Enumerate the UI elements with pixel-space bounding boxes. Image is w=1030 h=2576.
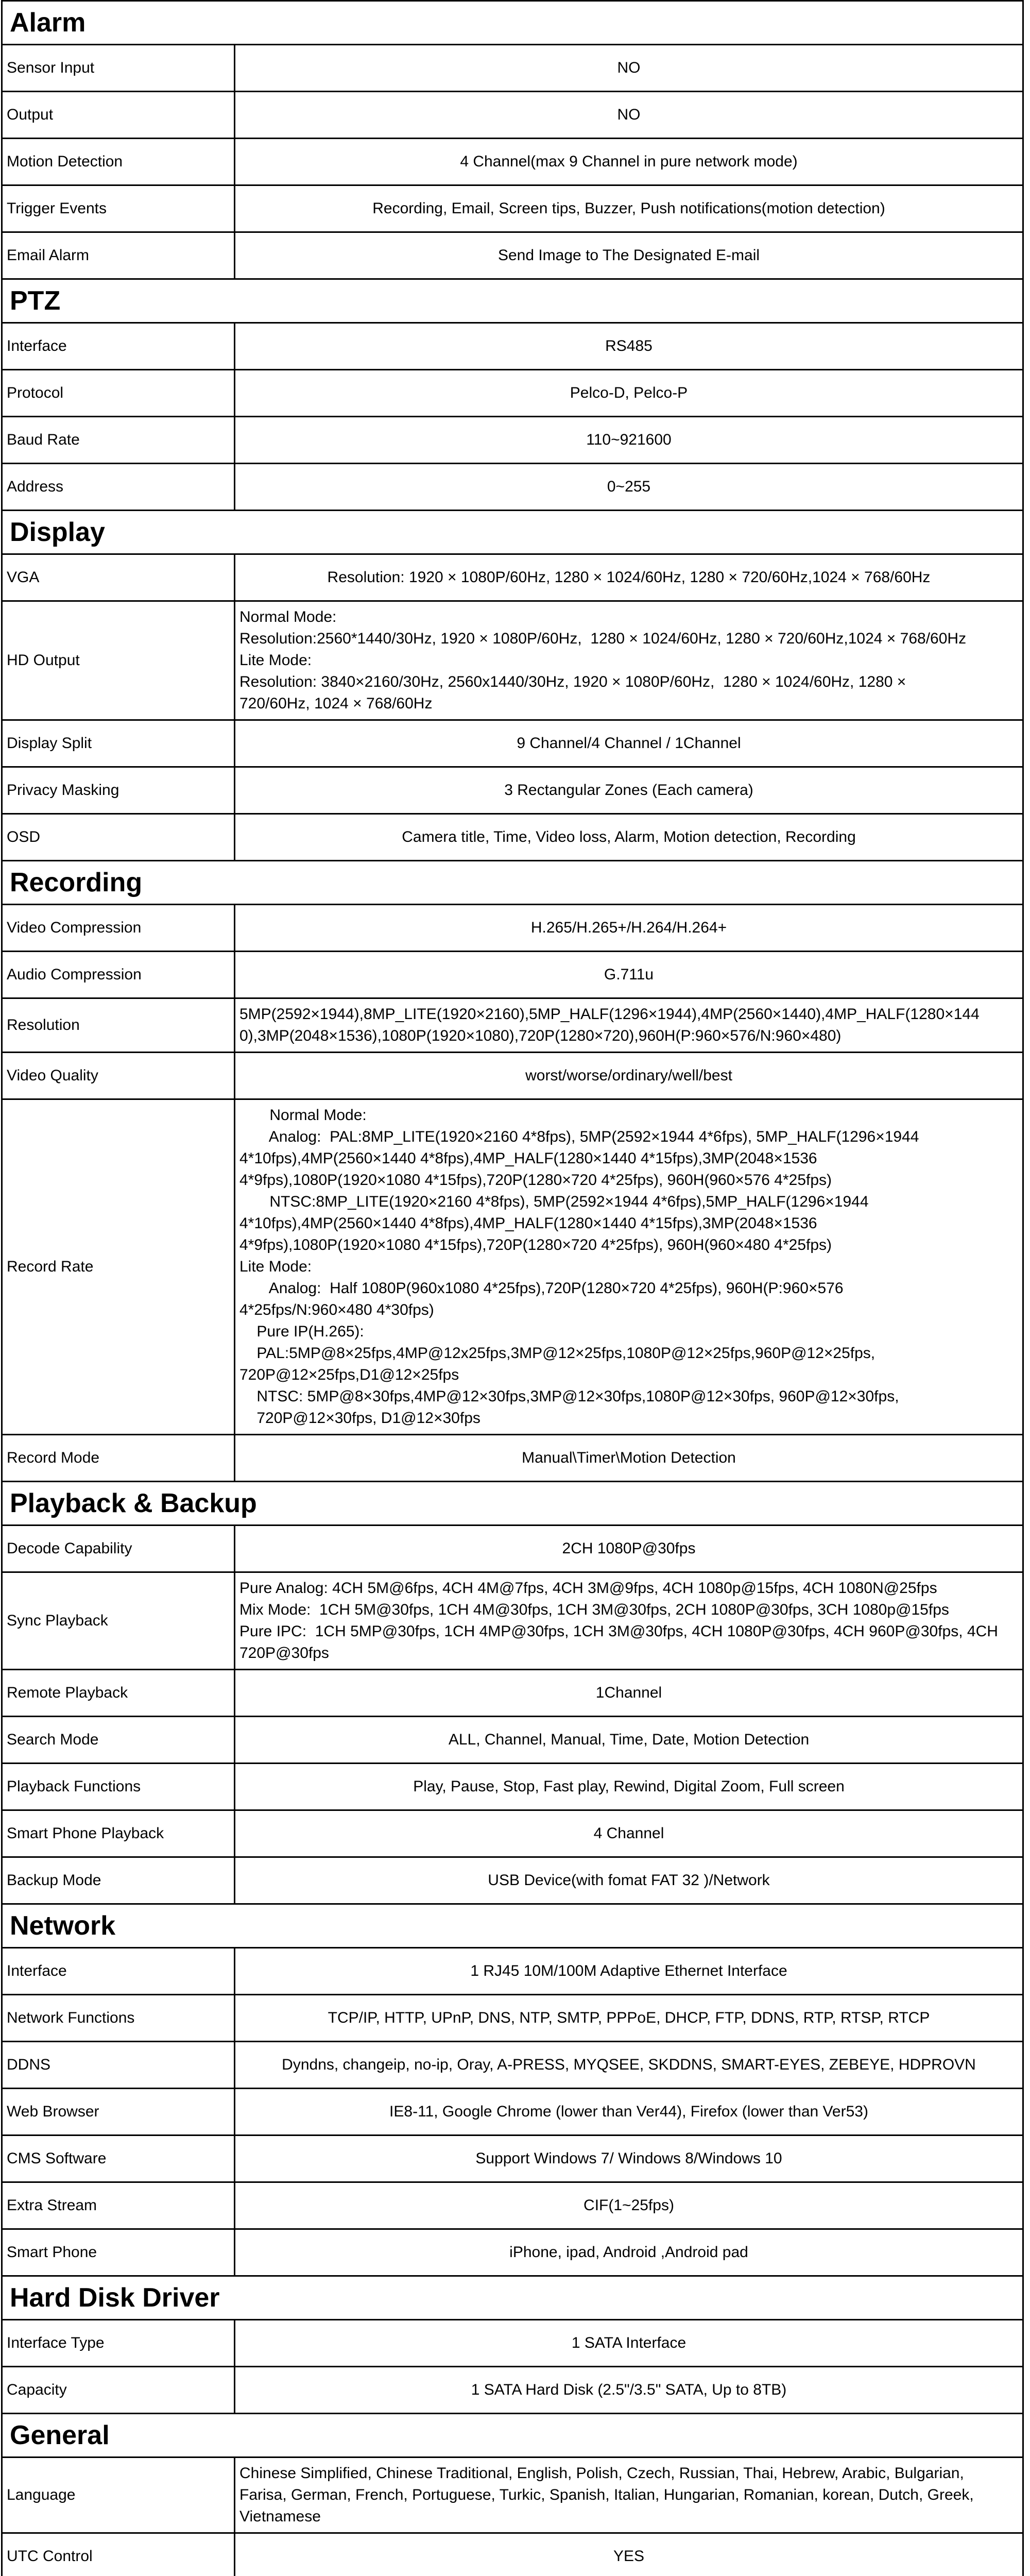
spec-value-line: Pure Analog: 4CH 5M@6fps, 4CH 4M@7fps, 4CH 3M@9fps, 4CH 1080p@15fps, 4CH 1080N@25fps xyxy=(239,1580,937,1597)
spec-row-display-vga xyxy=(1,553,1024,602)
spec-row-display-display-split xyxy=(1,719,1024,768)
spec-value-line: 4*10fps),4MP(2560×1440 4*8fps),4MP_HALF(1280×1440 4*15fps),3MP(2048×1536 xyxy=(239,1150,817,1167)
spec-label: Record Rate xyxy=(3,1100,235,1434)
spec-value-line: 720/60Hz, 1024 × 768/60Hz xyxy=(239,695,433,712)
spec-label: Protocol xyxy=(3,370,235,416)
spec-label: Address xyxy=(3,464,235,510)
spec-value-line: Resolution:2560*1440/30Hz, 1920 × 1080P/60Hz, 1280 × 1024/60Hz, 1280 × 720/60Hz,1024 × 768/60Hz xyxy=(239,630,967,647)
spec-value-line: PAL:5MP@8×25fps,4MP@12x25fps,3MP@12×25fps,1080P@12×25fps,960P@12×25fps, xyxy=(239,1345,876,1362)
spec-value: CIF(1~25fps) xyxy=(583,2197,674,2214)
spec-row-hard-disk-driver-capacity xyxy=(1,2366,1024,2414)
spec-row-playback-backup-search-mode xyxy=(1,1716,1024,1764)
spec-label: Interface Type xyxy=(3,2320,235,2366)
spec-value-line: NTSC:8MP_LITE(1920×2160 4*8fps), 5MP(2592×1944 4*6fps),5MP_HALF(1296×1944 xyxy=(239,1193,869,1210)
spec-label: Language xyxy=(3,2458,235,2532)
spec-row-alarm-sensor-input xyxy=(1,44,1024,92)
spec-value-line: 720P@30fps xyxy=(239,1645,329,1662)
spec-value-line: 720P@12×25fps,D1@12×25fps xyxy=(239,1366,459,1383)
spec-value-line: 4*9fps),1080P(1920×1080 4*15fps),720P(1280×720 4*25fps), 960H(960×480 4*25fps) xyxy=(239,1236,832,1253)
spec-value-line: 4*25fps/N:960×480 4*30fps) xyxy=(239,1301,434,1318)
spec-label: Decode Capability xyxy=(3,1526,235,1571)
spec-value: YES xyxy=(613,2548,645,2565)
spec-label: Motion Detection xyxy=(3,139,235,184)
spec-value-line: 4*9fps),1080P(1920×1080 4*15fps),720P(1280×720 4*25fps), 960H(960×576 4*25fps) xyxy=(239,1172,832,1189)
spec-row-display-hd-output xyxy=(1,600,1024,721)
spec-value: Recording, Email, Screen tips, Buzzer, Push notifications(motion detection) xyxy=(372,200,885,217)
spec-row-recording-video-compression xyxy=(1,904,1024,952)
spec-value: 1 RJ45 10M/100M Adaptive Ethernet Interface xyxy=(470,1962,787,1979)
spec-value: TCP/IP, HTTP, UPnP, DNS, NTP, SMTP, PPPoE, DHCP, FTP, DDNS, RTP, RTSP, RTCP xyxy=(328,2009,930,2026)
spec-value: USB Device(with fomat FAT 32 )/Network xyxy=(488,1872,770,1889)
spec-value-line: Lite Mode: xyxy=(239,652,312,669)
spec-value xyxy=(235,602,1022,719)
spec-value: Support Windows 7/ Windows 8/Windows 10 xyxy=(475,2150,782,2167)
spec-label: Video Quality xyxy=(3,1053,235,1098)
section-title-general: General xyxy=(1,2413,1024,2458)
spec-value xyxy=(235,999,1022,1052)
spec-value: iPhone, ipad, Android ,Android pad xyxy=(509,2244,748,2261)
spec-value xyxy=(235,1100,1022,1434)
spec-label: Extra Stream xyxy=(3,2183,235,2228)
spec-value-line: Farisa, German, French, Portuguese, Turkic, Spanish, Italian, Hungarian, Romanian, korean, Dutch, Greek, xyxy=(239,2486,974,2503)
section-title-recording: Recording xyxy=(1,860,1024,905)
spec-value: 9 Channel/4 Channel / 1Channel xyxy=(517,735,741,752)
spec-value: Manual\Timer\Motion Detection xyxy=(522,1449,736,1466)
spec-label: Remote Playback xyxy=(3,1670,235,1716)
section-title-ptz: PTZ xyxy=(1,278,1024,324)
spec-label: CMS Software xyxy=(3,2136,235,2181)
spec-value: H.265/H.265+/H.264/H.264+ xyxy=(530,919,727,936)
spec-value-line: Vietnamese xyxy=(239,2508,321,2525)
spec-row-network-smart-phone xyxy=(1,2228,1024,2277)
spec-row-ptz-baud-rate xyxy=(1,416,1024,464)
spec-value: 3 Rectangular Zones (Each camera) xyxy=(504,782,753,799)
spec-row-alarm-trigger-events xyxy=(1,184,1024,233)
spec-label: Video Compression xyxy=(3,905,235,951)
section-title-display: Display xyxy=(1,510,1024,555)
spec-row-alarm-output xyxy=(1,91,1024,139)
spec-row-display-privacy-masking xyxy=(1,766,1024,815)
spec-label: Interface xyxy=(3,1948,235,1994)
spec-row-network-ddns xyxy=(1,2041,1024,2089)
spec-value-line: Analog: PAL:8MP_LITE(1920×2160 4*8fps), 5MP(2592×1944 4*6fps), 5MP_HALF(1296×1944 xyxy=(239,1128,919,1145)
spec-label: Smart Phone xyxy=(3,2230,235,2275)
spec-value: Dyndns, changeip, no-ip, Oray, A-PRESS, MYQSEE, SKDDNS, SMART-EYES, ZEBEYE, HDPROVN xyxy=(282,2056,976,2073)
spec-row-alarm-motion-detection xyxy=(1,138,1024,186)
spec-row-network-extra-stream xyxy=(1,2181,1024,2230)
spec-value xyxy=(235,1573,1022,1669)
spec-value-line: Resolution: 3840×2160/30Hz, 2560x1440/30Hz, 1920 × 1080P/60Hz, 1280 × 1024/60Hz, 1280 × xyxy=(239,673,906,690)
section-title-hard-disk-driver: Hard Disk Driver xyxy=(1,2275,1024,2320)
spec-value: worst/worse/ordinary/well/best xyxy=(525,1067,732,1084)
spec-label: Web Browser xyxy=(3,2089,235,2134)
spec-value-line: 4*10fps),4MP(2560×1440 4*8fps),4MP_HALF(1280×1440 4*15fps),3MP(2048×1536 xyxy=(239,1215,817,1232)
spec-value-line: Pure IPC: 1CH 5MP@30fps, 1CH 4MP@30fps, 1CH 3M@30fps, 4CH 1080P@30fps, 4CH 960P@30fps, 4CH xyxy=(239,1623,998,1640)
spec-value: Camera title, Time, Video loss, Alarm, Motion detection, Recording xyxy=(402,828,856,845)
spec-row-playback-backup-sync-playback xyxy=(1,1571,1024,1670)
spec-label: Backup Mode xyxy=(3,1858,235,1903)
spec-value: Play, Pause, Stop, Fast play, Rewind, Digital Zoom, Full screen xyxy=(413,1778,845,1795)
spec-label: Privacy Masking xyxy=(3,768,235,813)
spec-value-line: 5MP(2592×1944),8MP_LITE(1920×2160),5MP_HALF(1296×1944),4MP(2560×1440),4MP_HALF(1280×144 xyxy=(239,1006,980,1023)
spec-value: 0~255 xyxy=(607,478,651,495)
spec-label: Sensor Input xyxy=(3,45,235,91)
spec-label: Network Functions xyxy=(3,1995,235,2041)
spec-label: Sync Playback xyxy=(3,1573,235,1669)
spec-row-hard-disk-driver-interface-type xyxy=(1,2319,1024,2367)
spec-value: 1 SATA Hard Disk (2.5"/3.5" SATA, Up to 8TB) xyxy=(471,2381,787,2398)
spec-row-network-cms-software xyxy=(1,2134,1024,2183)
spec-row-alarm-email-alarm xyxy=(1,231,1024,280)
spec-value-line: 0),3MP(2048×1536),1080P(1920×1080),720P(1280×720),960H(P:960×576/N:960×480) xyxy=(239,1027,842,1044)
spec-label: UTC Control xyxy=(3,2534,235,2576)
spec-row-recording-resolution xyxy=(1,997,1024,1053)
spec-label: Email Alarm xyxy=(3,233,235,278)
spec-row-recording-audio-compression xyxy=(1,951,1024,999)
spec-row-network-interface xyxy=(1,1947,1024,1995)
spec-label: VGA xyxy=(3,555,235,600)
spec-row-playback-backup-backup-mode xyxy=(1,1856,1024,1905)
spec-value: 2CH 1080P@30fps xyxy=(562,1540,696,1557)
spec-value-line: NTSC: 5MP@8×30fps,4MP@12×30fps,3MP@12×30fps,1080P@12×30fps, 960P@12×30fps, xyxy=(239,1388,899,1405)
spec-value: G.711u xyxy=(604,966,654,983)
spec-value: NO xyxy=(617,106,641,123)
spec-label: Trigger Events xyxy=(3,186,235,231)
spec-label: Search Mode xyxy=(3,1717,235,1762)
spec-row-network-network-functions xyxy=(1,1994,1024,2042)
spec-label: Output xyxy=(3,92,235,138)
spec-row-playback-backup-playback-functions xyxy=(1,1762,1024,1811)
section-title-network: Network xyxy=(1,1903,1024,1948)
spec-row-ptz-protocol xyxy=(1,369,1024,417)
spec-value: IE8-11, Google Chrome (lower than Ver44), Firefox (lower than Ver53) xyxy=(389,2103,868,2120)
spec-value: RS485 xyxy=(605,337,653,354)
spec-value: Resolution: 1920 × 1080P/60Hz, 1280 × 1024/60Hz, 1280 × 720/60Hz,1024 × 768/60Hz xyxy=(327,569,931,586)
spec-label: Resolution xyxy=(3,999,235,1052)
spec-value: 1 SATA Interface xyxy=(571,2334,686,2351)
spec-row-general-utc-control xyxy=(1,2532,1024,2576)
spec-value-line: Normal Mode: xyxy=(239,1107,367,1124)
spec-label: Baud Rate xyxy=(3,417,235,463)
spec-row-network-web-browser xyxy=(1,2088,1024,2136)
spec-label: Interface xyxy=(3,324,235,369)
spec-row-playback-backup-decode-capability xyxy=(1,1524,1024,1573)
spec-value: Send Image to The Designated E-mail xyxy=(497,247,760,264)
spec-value-line: Normal Mode: xyxy=(239,608,337,625)
spec-row-ptz-address xyxy=(1,463,1024,511)
spec-value xyxy=(235,2458,1022,2532)
spec-value: ALL, Channel, Manual, Time, Date, Motion Detection xyxy=(448,1731,810,1748)
spec-row-ptz-interface xyxy=(1,322,1024,370)
spec-row-recording-record-mode xyxy=(1,1434,1024,1482)
spec-label: Display Split xyxy=(3,721,235,766)
spec-label: Audio Compression xyxy=(3,952,235,997)
spec-value: 4 Channel xyxy=(593,1825,664,1842)
spec-value: NO xyxy=(617,59,641,76)
spec-label: Record Mode xyxy=(3,1435,235,1481)
spec-value: Pelco-D, Pelco-P xyxy=(570,384,688,401)
spec-value-line: 720P@12×30fps, D1@12×30fps xyxy=(239,1410,480,1427)
spec-value: 4 Channel(max 9 Channel in pure network mode) xyxy=(460,153,798,170)
spec-label: OSD xyxy=(3,815,235,860)
spec-label: Smart Phone Playback xyxy=(3,1811,235,1856)
spec-label: Playback Functions xyxy=(3,1764,235,1809)
spec-row-recording-video-quality xyxy=(1,1052,1024,1100)
spec-label: DDNS xyxy=(3,2042,235,2088)
spec-label: Capacity xyxy=(3,2367,235,2413)
spec-row-general-language xyxy=(1,2456,1024,2534)
spec-row-recording-record-rate xyxy=(1,1098,1024,1435)
spec-value-line: Mix Mode: 1CH 5M@30fps, 1CH 4M@30fps, 1CH 3M@30fps, 2CH 1080P@30fps, 3CH 1080p@15fps xyxy=(239,1601,949,1618)
spec-value-line: Analog: Half 1080P(960x1080 4*25fps),720P(1280×720 4*25fps), 960H(P:960×576 xyxy=(239,1280,844,1297)
spec-row-playback-backup-remote-playback xyxy=(1,1669,1024,1717)
spec-value: 1Channel xyxy=(595,1684,662,1701)
section-title-alarm: Alarm xyxy=(1,0,1024,45)
spec-value-line: Chinese Simplified, Chinese Traditional, English, Polish, Czech, Russian, Thai, Hebrew, Arabic, Bulgarian, xyxy=(239,2465,964,2482)
spec-value-line: Pure IP(H.265): xyxy=(239,1323,364,1340)
section-title-playback-backup: Playback & Backup xyxy=(1,1481,1024,1526)
spec-label: HD Output xyxy=(3,602,235,719)
spec-row-display-osd xyxy=(1,813,1024,861)
spec-value: 110~921600 xyxy=(586,431,672,448)
spec-value-line: Lite Mode: xyxy=(239,1258,312,1275)
spec-row-playback-backup-smart-phone-playback xyxy=(1,1809,1024,1858)
